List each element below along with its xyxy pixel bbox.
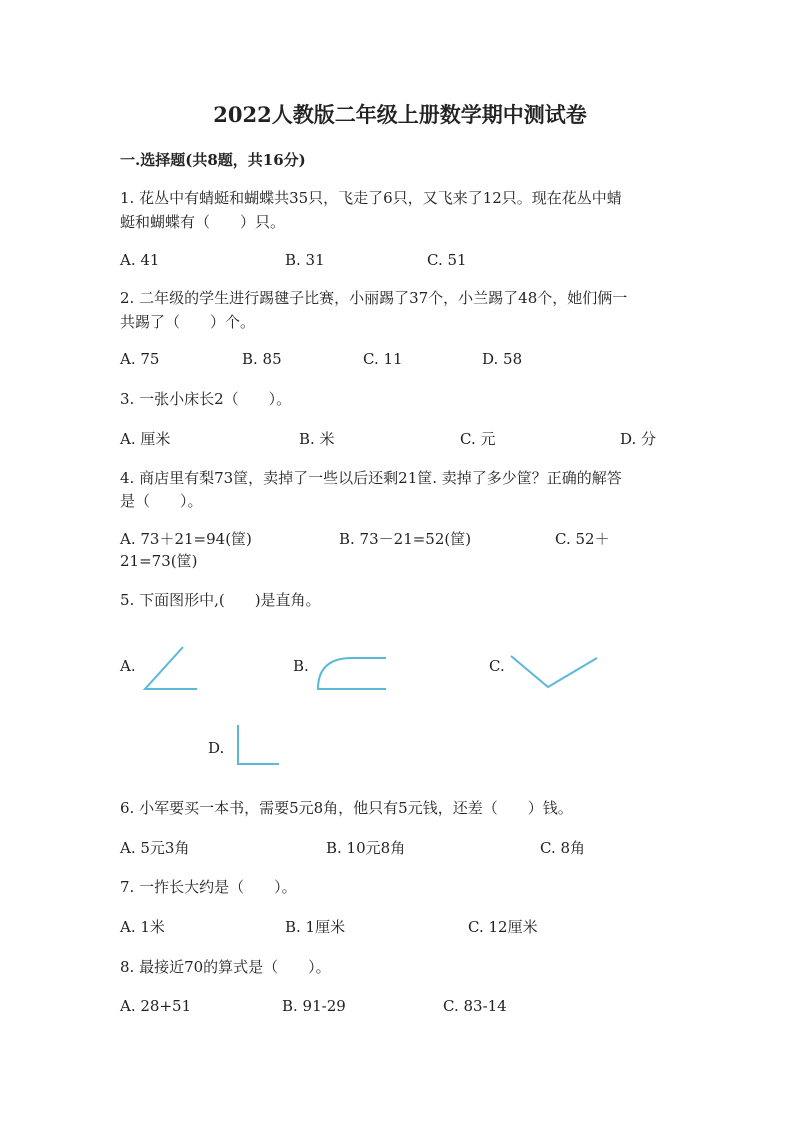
section-heading: 一.选择题(共8题，共16分) [120,151,306,169]
page-title: 2022人教版二年级上册数学期中测试卷 [213,102,587,127]
question-5-option-c: C. [489,657,505,675]
question-1-option-b: B. 31 [285,251,325,269]
question-2-option-c: C. 11 [363,350,403,368]
question-3-option-d: D. 分 [620,430,657,448]
question-5-line-1: 5. 下面图形中,( )是直角。 [120,591,321,609]
question-8-line-1: 8. 最接近70的算式是（ ）。 [120,958,331,976]
question-3-option-c: C. 元 [460,430,496,448]
question-4-line-1: 4. 商店里有梨73筐，卖掉了一些以后还剩21筐. 卖掉了多少筐？正确的解答 [120,469,622,487]
question-4-option-a: A. 73＋21=94(筐) [120,530,252,548]
question-2-line-1: 2. 二年级的学生进行踢毽子比赛，小丽踢了37个，小兰踢了48个，她们俩一 [120,289,628,307]
question-1-line-2: 蜓和蝴蝶有（ ）只。 [120,213,286,231]
obtuse-angle-figure [505,650,603,692]
acute-angle-figure [140,640,200,695]
question-6-option-a: A. 5元3角 [120,839,190,857]
question-2-option-b: B. 85 [242,350,282,368]
question-3-option-a: A. 厘米 [120,430,171,448]
question-4-option-c-continued: 21=73(筐) [120,552,198,570]
question-1-option-c: C. 51 [427,251,467,269]
question-2-line-2: 共踢了（ ）个。 [120,313,256,331]
question-5-option-d: D. [208,739,225,757]
question-1-option-a: A. 41 [120,251,160,269]
question-6-option-b: B. 10元8角 [326,839,406,857]
question-7-option-a: A. 1米 [120,918,165,936]
question-8-option-b: B. 91-29 [282,997,346,1015]
question-6-option-c: C. 8角 [540,839,586,857]
question-7-line-1: 7. 一拃长大约是（ ）。 [120,878,297,896]
question-2-option-a: A. 75 [120,350,160,368]
question-6-line-1: 6. 小军要买一本书，需要5元8角，他只有5元钱，还差（ ）钱。 [120,799,573,817]
question-5-option-b: B. [293,657,309,675]
curved-angle-figure [312,652,392,692]
right-angle-figure [232,720,282,770]
question-1-line-1: 1. 花丛中有蜻蜓和蝴蝶共35只，飞走了6只，又飞来了12只。现在花丛中蜻 [120,189,622,207]
question-8-option-a: A. 28+51 [120,997,192,1015]
question-5-option-a: A. [120,657,136,675]
question-2-option-d: D. 58 [482,350,523,368]
question-4-line-2: 是（ ）。 [120,492,203,510]
question-3-option-b: B. 米 [299,430,335,448]
question-8-option-c: C. 83-14 [443,997,507,1015]
question-7-option-c: C. 12厘米 [468,918,538,936]
question-4-option-b: B. 73－21=52(筐) [339,530,472,548]
question-7-option-b: B. 1厘米 [285,918,346,936]
question-4-option-c: C. 52＋ [555,530,610,548]
question-3-line-1: 3. 一张小床长2（ ）。 [120,390,292,408]
